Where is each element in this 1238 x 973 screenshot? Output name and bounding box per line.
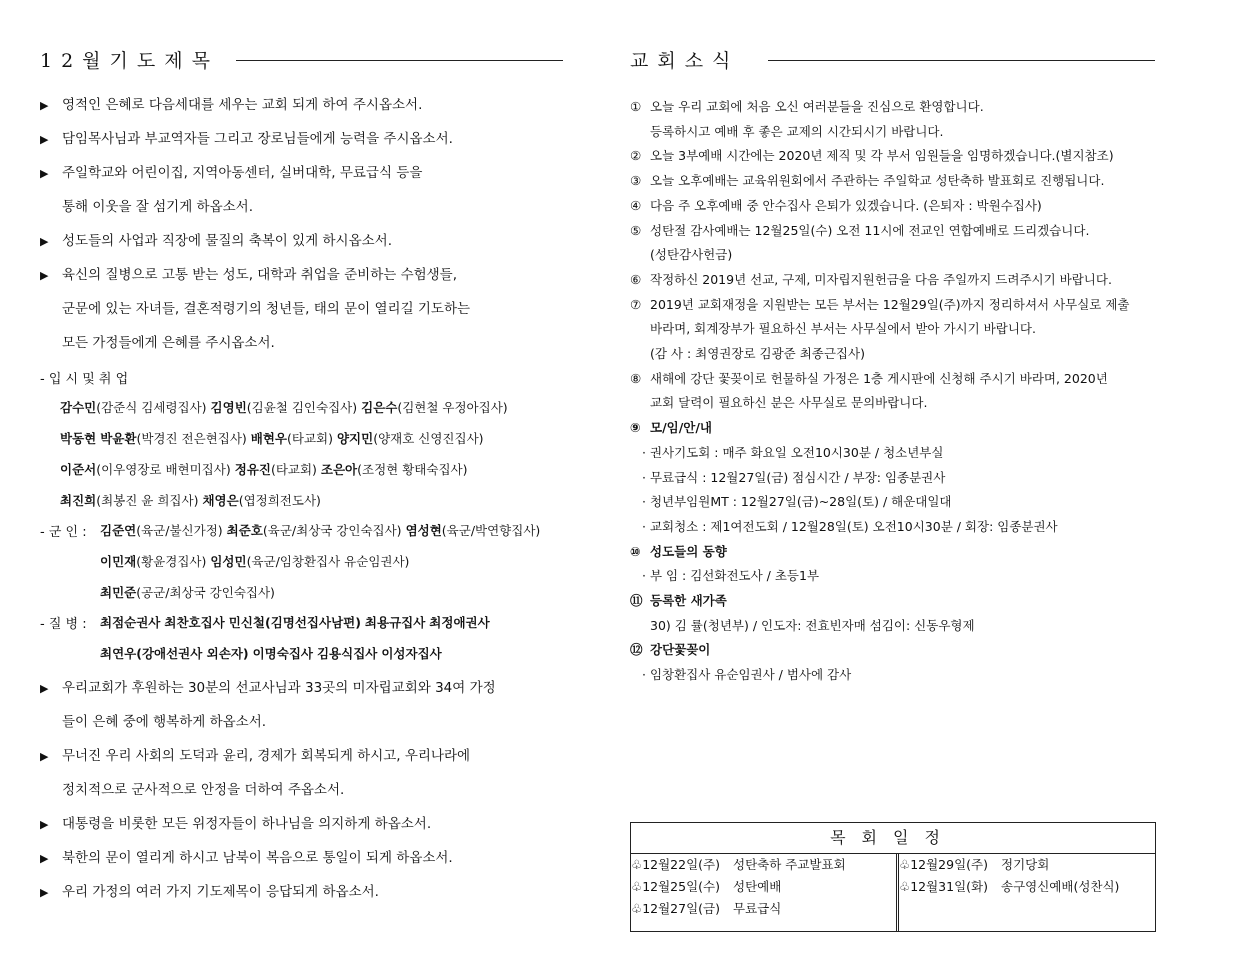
news-text: · 임창환집사 유순임권사 / 범사에 감사	[642, 667, 852, 683]
news-text: 2019년 교회재정을 지원받는 모든 부서는 12월29일(주)까지 정리하셔서 사무실로 제출	[650, 296, 1130, 312]
prayer-line	[40, 812, 431, 832]
name-row	[60, 429, 484, 447]
prayer-line	[40, 161, 422, 181]
prayer-text: 통해 이웃을 잘 섬기게 하옵소서.	[62, 199, 253, 215]
person-name: 박윤환	[100, 431, 137, 446]
person-name: 채영은	[202, 493, 239, 508]
person-relation: (육군/임창환집사 유순임권사)	[246, 554, 410, 569]
schedule-event: 성탄예배	[733, 879, 782, 894]
news-text: 새해에 강단 꽃꽂이로 헌물하실 가정은 1층 게시판에 신청해 주시기 바라며, 2020년	[650, 370, 1108, 386]
schedule-date: ♧12월27일(금)	[631, 901, 720, 916]
news-text: 교회 달력이 필요하신 분은 사무실로 문의바랍니다.	[650, 395, 928, 411]
news-title-row	[630, 46, 1160, 76]
news-line	[630, 517, 1058, 535]
news-text: 바라며, 회계장부가 필요하신 부서는 사무실에서 받아 가시기 바랍니다.	[650, 321, 1036, 337]
news-line	[630, 492, 952, 510]
item-number: ⑧	[630, 370, 642, 386]
news-text: 오늘 3부예배 시간에는 2020년 제직 및 각 부서 임원들을 임명하겠습니다.(별지참조)	[650, 148, 1114, 164]
schedule-entry	[631, 898, 896, 920]
prayer-text: 정치적으로 군사적으로 안정을 더하여 주옵소서.	[62, 782, 345, 798]
prayer-text: 육신의 질병으로 고통 받는 성도, 대학과 취업을 준비하는 수험생들,	[62, 267, 458, 283]
prayer-arrow-icon: ▶	[40, 99, 49, 112]
schedule-entry	[899, 854, 1155, 876]
news-text: 등록하시고 예배 후 좋은 교제의 시간되시기 바랍니다.	[650, 123, 944, 139]
person-relation: (이우영장로 배현미집사)	[96, 462, 231, 477]
news-text: 다음 주 오후예배 중 안수집사 은퇴가 있겠습니다. (은퇴자 : 박원수집사)	[650, 197, 1042, 213]
news-text: 오늘 오후예배는 교육위원회에서 주관하는 주일학교 성탄축하 발표회로 진행됩니다.	[650, 173, 1105, 189]
schedule-entry	[631, 854, 896, 876]
prayer-line	[40, 127, 453, 147]
item-number: ⑪	[630, 593, 643, 608]
news-line	[630, 393, 927, 411]
title-divider	[236, 60, 563, 61]
prayer-text: 북한의 문이 열리게 하시고 남북이 복음으로 통일이 되게 하옵소서.	[62, 850, 453, 866]
prayer-arrow-icon: ▶	[40, 750, 49, 763]
news-line	[630, 468, 945, 486]
prayer-line	[40, 846, 453, 866]
news-text: 모/임/안/내	[650, 420, 712, 436]
news-text: 작정하신 2019년 선교, 구제, 미자립지원헌금을 다음 주일까지 드려주시기 바랍니다.	[650, 271, 1112, 287]
schedule-date: ♧12월22일(주)	[631, 857, 720, 872]
person-name: 김은수	[361, 400, 398, 415]
news-text: (성탄감사헌금)	[650, 247, 733, 263]
name-row	[100, 613, 490, 631]
person-name: 정유진	[234, 462, 271, 477]
news-line	[630, 146, 1114, 164]
news-line	[630, 616, 975, 634]
news-text: 성탄절 감사예배는 12월25일(수) 오전 11시에 전교인 연합예배로 드리겠습니다.	[650, 222, 1090, 238]
prayer-arrow-icon: ▶	[40, 235, 49, 248]
schedule-date: ♧12월25일(수)	[631, 879, 720, 894]
name-row	[100, 521, 540, 539]
person-name: 최민준	[100, 585, 137, 600]
name-row	[60, 491, 321, 509]
title-divider	[768, 60, 1155, 61]
person-name: 이민재	[100, 554, 137, 569]
prayer-text: 군문에 있는 자녀들, 결혼적령기의 청년들, 태의 문이 열리길 기도하는	[62, 301, 471, 317]
news-text: · 청년부임원MT : 12월27일(금)~28일(토) / 해운대일대	[642, 494, 952, 510]
news-line	[630, 369, 1108, 387]
item-number: ③	[630, 173, 642, 189]
schedule-date: ♧12월29일(주)	[899, 857, 988, 872]
prayer-text: 우리교회가 후원하는 30분의 선교사님과 33곳의 미자립교회와 34여 가정	[62, 680, 496, 696]
person-name: 이성자집사	[381, 646, 442, 661]
schedule-entry	[899, 876, 1155, 898]
item-number: ⑨	[630, 420, 641, 436]
name-row	[100, 552, 409, 570]
person-relation: (타교회)	[270, 462, 317, 477]
prayer-title: 12월기도제목	[40, 50, 219, 72]
person-name: 배현우	[250, 431, 287, 446]
news-line	[630, 566, 819, 584]
pastoral-schedule-box	[630, 822, 1156, 932]
news-text: 30) 김 률(청년부) / 인도자: 전효빈자매 섬김이: 신동우형제	[650, 617, 975, 633]
prayer-text: 주일학교와 어린이집, 지역아동센터, 실버대학, 무료급식 등을	[62, 165, 423, 181]
person-relation: (육군/박연향집사)	[441, 523, 541, 538]
person-name: 민신철(김명선집사남편)	[228, 615, 361, 630]
schedule-entry	[631, 876, 896, 898]
item-number: ⑥	[630, 271, 642, 287]
person-name: 이명숙집사	[252, 646, 313, 661]
schedule-event: 정기당회	[1001, 857, 1050, 872]
schedule-title: 목회일정	[631, 823, 1155, 854]
news-line	[630, 221, 1089, 239]
prayer-text: 영적인 은혜로 다음세대를 세우는 교회 되게 하여 주시옵소서.	[62, 97, 423, 113]
news-text: 강단꽃꽂이	[650, 642, 711, 658]
prayer-line	[40, 195, 253, 215]
prayer-text: 담임목사님과 부교역자들 그리고 장로님들에게 능력을 주시옵소서.	[62, 131, 453, 147]
schedule-event: 무료급식	[733, 901, 782, 916]
news-line	[630, 542, 727, 560]
news-line	[630, 295, 1130, 313]
news-line	[630, 418, 712, 436]
news-title: 교회소식	[630, 50, 740, 72]
item-number: ⑦	[630, 296, 642, 312]
person-name: 김영빈	[210, 400, 247, 415]
schedule-left	[631, 854, 896, 931]
person-name: 최준호	[226, 523, 263, 538]
name-row	[60, 460, 467, 478]
section-label: - 질 병 :	[40, 617, 87, 632]
news-line	[630, 97, 984, 115]
news-text: 오늘 우리 교회에 처음 오신 여러분들을 진심으로 환영합니다.	[650, 99, 984, 114]
schedule-date: ♧12월31일(화)	[899, 879, 988, 894]
name-row	[100, 583, 275, 601]
prayer-line	[40, 93, 422, 113]
prayer-arrow-icon: ▶	[40, 852, 49, 865]
news-line	[630, 591, 727, 609]
person-name: 김용식집사	[316, 646, 378, 661]
schedule-right	[896, 854, 1155, 931]
person-name: 염성현	[405, 523, 442, 538]
news-text: (감 사 : 최영권장로 김광준 최종근집사)	[650, 346, 865, 361]
news-line	[630, 319, 1036, 337]
prayer-arrow-icon: ▶	[40, 167, 49, 180]
prayer-arrow-icon: ▶	[40, 886, 49, 899]
prayer-text: 우리 가정의 여러 가지 기도제목이 응답되게 하옵소서.	[62, 884, 379, 900]
person-name: 감수민	[60, 400, 97, 415]
prayer-text: 무너진 우리 사회의 도덕과 윤리, 경제가 회복되게 하시고, 우리나라에	[62, 748, 471, 764]
section-label: - 입 시 및 취 업	[40, 372, 129, 387]
news-line	[630, 344, 865, 362]
news-text: · 교회청소 : 제1여전도회 / 12월28일(토) 오전10시30분 / 회장: 임종분권사	[642, 518, 1058, 534]
person-relation: (김현철 우정아집사)	[397, 400, 508, 415]
prayer-arrow-icon: ▶	[40, 682, 49, 695]
person-name: 양지민	[336, 431, 374, 446]
news-line	[630, 196, 1042, 214]
name-row	[100, 644, 442, 662]
schedule-event: 송구영신예배(성찬식)	[1001, 879, 1120, 894]
person-relation: (양재호 신영진집사)	[373, 431, 484, 446]
prayer-text: 대통령을 비롯한 모든 위정자들이 하나님을 의지하게 하옵소서.	[62, 816, 432, 832]
prayer-line	[40, 744, 470, 764]
news-line	[630, 171, 1104, 189]
person-name: 최찬호집사	[164, 615, 225, 630]
section-label: - 군 인 :	[40, 525, 87, 540]
person-relation: (감준식 김세령집사)	[96, 400, 207, 415]
person-name: 박동현	[60, 431, 97, 446]
person-relation: (타교회)	[287, 431, 333, 446]
item-number: ④	[630, 197, 642, 213]
prayer-line	[40, 676, 496, 696]
news-line	[630, 122, 943, 140]
news-text: · 부 임 : 김선화전도사 / 초등1부	[642, 568, 820, 584]
person-relation: (최봉진 윤 희집사)	[96, 493, 199, 508]
news-line	[630, 640, 710, 658]
person-name: 최연우(강애선권사 외손자)	[100, 646, 249, 661]
prayer-line	[40, 778, 344, 798]
person-relation: (황윤경집사)	[136, 554, 207, 569]
item-number: ⑩	[630, 543, 641, 559]
prayer-arrow-icon: ▶	[40, 133, 49, 146]
news-line	[630, 270, 1112, 288]
person-name: 최정애권사	[429, 615, 490, 630]
person-name: 최진희	[60, 493, 97, 508]
prayer-line	[40, 229, 392, 249]
name-row	[60, 398, 508, 416]
person-relation: (조정현 황태숙집사)	[357, 462, 468, 477]
item-number: ①	[630, 99, 642, 114]
prayer-title-row	[40, 46, 570, 76]
person-relation: (김윤철 김인숙집사)	[246, 400, 358, 415]
person-relation: (공군/최상국 강인숙집사)	[136, 585, 275, 600]
news-text: 등록한 새가족	[650, 593, 727, 608]
person-name: 임성민	[210, 554, 247, 569]
person-name: 이준서	[60, 462, 97, 477]
item-number: ②	[630, 148, 642, 164]
prayer-text: 성도들의 사업과 직장에 물질의 축복이 있게 하시옵소서.	[62, 233, 392, 249]
prayer-line	[40, 710, 266, 730]
person-name: 최점순권사	[100, 615, 161, 630]
prayer-line	[40, 880, 379, 900]
person-relation: (엽정희전도사)	[238, 493, 321, 508]
news-line	[630, 443, 943, 461]
prayer-text: 모든 가정들에게 은혜를 주시옵소서.	[62, 335, 275, 351]
news-line	[630, 665, 851, 683]
prayer-line	[40, 297, 470, 317]
schedule-event: 성탄축하 주교발표회	[733, 857, 846, 872]
person-relation: (육군/최상국 강인숙집사)	[262, 523, 402, 538]
person-relation: (박경진 전은현집사)	[136, 431, 247, 446]
prayer-text: 들이 은혜 중에 행복하게 하옵소서.	[62, 714, 267, 730]
item-number: ⑫	[630, 642, 643, 658]
prayer-line	[40, 331, 275, 351]
item-number: ⑤	[630, 222, 642, 238]
news-text: 성도들의 동향	[650, 543, 727, 559]
news-text: · 무료급식 : 12월27일(금) 점심시간 / 부장: 임종분권사	[642, 469, 946, 485]
news-text: · 권사기도회 : 매주 화요일 오전10시30분 / 청소년부실	[642, 444, 944, 460]
person-name: 조은아	[320, 462, 358, 477]
prayer-line	[40, 263, 457, 283]
person-name: 김준연	[100, 523, 137, 538]
person-relation: (육군/불신가정)	[136, 523, 223, 538]
prayer-arrow-icon: ▶	[40, 818, 49, 831]
news-line	[630, 245, 732, 263]
prayer-arrow-icon: ▶	[40, 269, 49, 282]
person-name: 최용규집사	[364, 615, 426, 630]
